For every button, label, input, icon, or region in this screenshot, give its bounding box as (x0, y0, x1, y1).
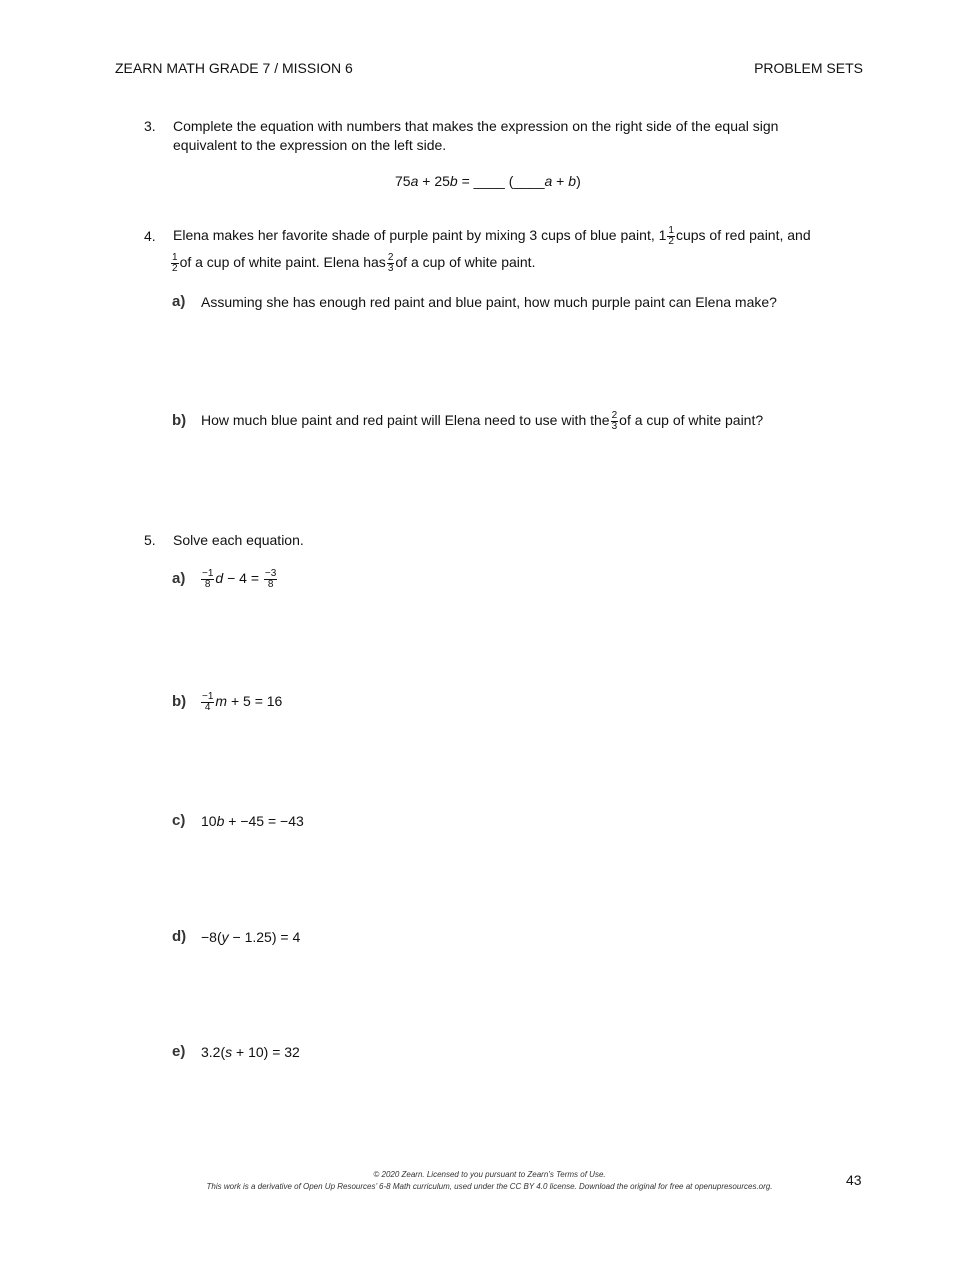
header-title: ZEARN MATH GRADE 7 / MISSION 6 (115, 60, 353, 76)
problem-5b-equation: $\frac{-1}{4}$ m + 5 = 16 (202, 690, 283, 713)
problem-4b-text: How much blue paint and red paint will Elena need to use with the $\frac{2}{3}$ of a cup of white paint? (201, 409, 764, 432)
problem-3-equation: 75a + 25b = ____ (____a + b) (395, 173, 581, 189)
fraction: $\frac{-1}{8}$ (202, 567, 214, 590)
problem-3-line2: equivalent to the expression on the left side. (173, 137, 447, 153)
problem-4a-label: a) (172, 293, 186, 310)
problem-5b-label: b) (172, 693, 187, 710)
problem-4a-text: Assuming she has enough red paint and blue paint, how much purple paint can Elena make? (201, 294, 777, 310)
footer-license: © 2020 Zearn. Licensed to you pursuant to Zearn’s Terms of Use. (373, 1170, 606, 1179)
fraction: $\frac{-3}{8}$ (264, 567, 277, 590)
mixed-fraction: $\frac{1}{2}$ (668, 224, 674, 247)
problem-5a-equation: $\frac{-1}{8}$ d − 4 = $\frac{-3}{8}$ (202, 567, 277, 590)
problem-4-number: 4. (144, 228, 156, 244)
page-number: 43 (846, 1172, 862, 1188)
fraction-two-thirds: $\frac{2}{3}$ (611, 409, 618, 432)
problem-5e-equation: 3.2(s + 10) = 32 (201, 1044, 300, 1060)
problem-5a-label: a) (172, 570, 186, 587)
problem-5d-equation: −8(y − 1.25) = 4 (201, 929, 301, 945)
problem-4-line1: Elena makes her favorite shade of purple paint by mixing 3 cups of blue paint, 1 $\frac{1}{2}$ cups of red paint, and (173, 224, 811, 247)
problem-5d-label: d) (172, 928, 187, 945)
problem-5-text: Solve each equation. (173, 532, 304, 548)
problem-5c-equation: 10b + −45 = −43 (201, 813, 304, 829)
problem-5c-label: c) (172, 812, 186, 829)
header-section: PROBLEM SETS (754, 60, 863, 76)
problem-3-line1: Complete the equation with numbers that makes the expression on the right side of the equal sign (173, 118, 779, 134)
problem-4-line2: $\frac{1}{2}$ of a cup of white paint. Elena has $\frac{2}{3}$ of a cup of white paint. (172, 251, 536, 274)
problem-5e-label: e) (172, 1043, 186, 1060)
fraction-two-thirds: $\frac{2}{3}$ (387, 251, 394, 274)
problem-4b-label: b) (172, 412, 187, 429)
footer-attribution: This work is a derivative of Open Up Resources’ 6-8 Math curriculum, used under the CC BY 4.0 license. Download the original for free at openupresources.org. (206, 1182, 773, 1191)
fraction-half: $\frac{1}{2}$ (172, 251, 178, 274)
fraction: $\frac{-1}{4}$ (202, 690, 214, 713)
problem-3-number: 3. (144, 118, 156, 134)
problem-5-number: 5. (144, 532, 156, 548)
